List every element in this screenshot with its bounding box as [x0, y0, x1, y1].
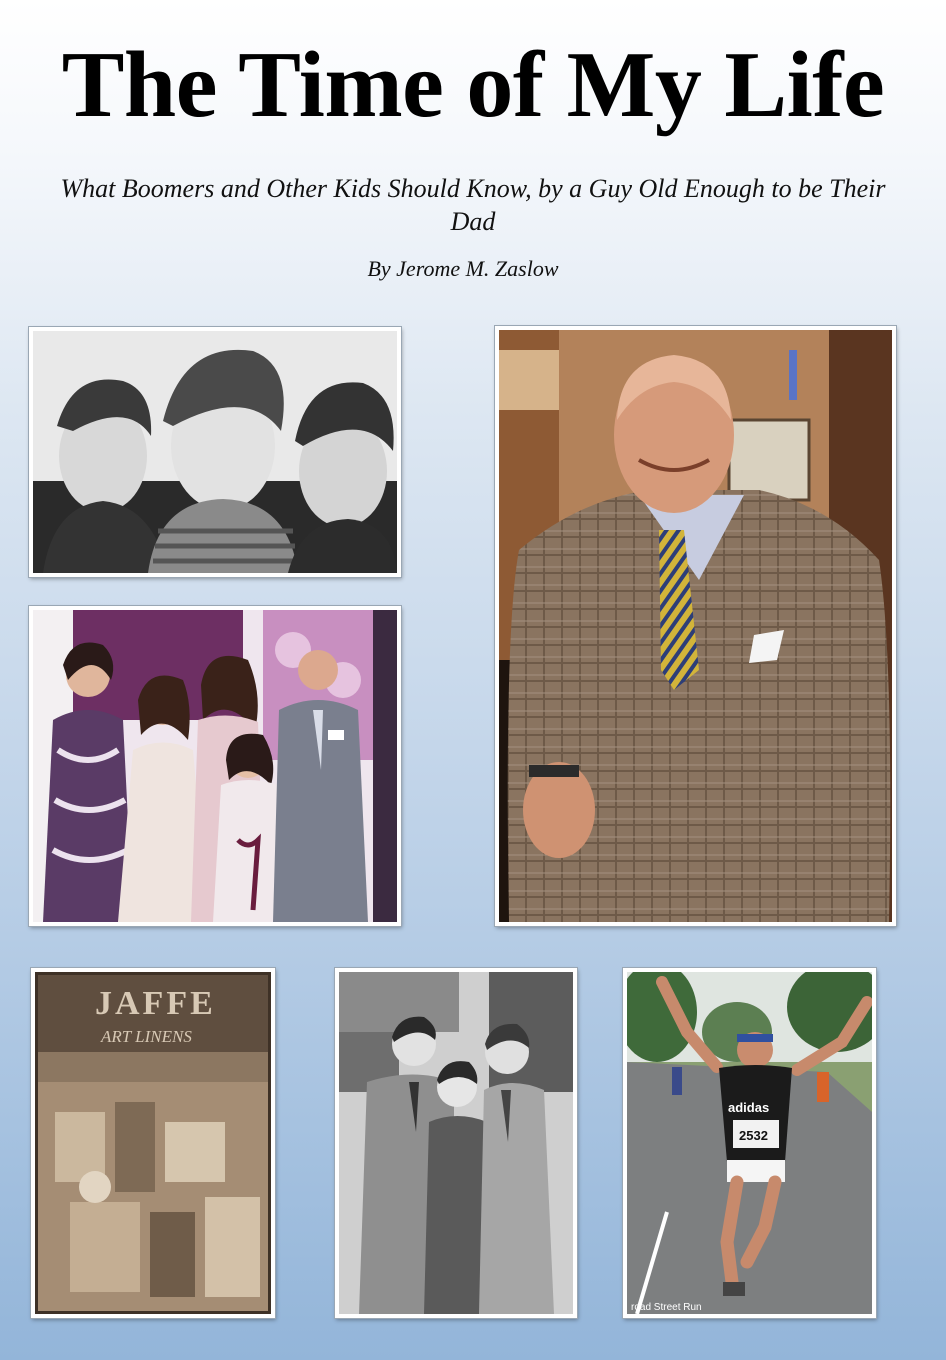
- race-caption: road Street Run: [631, 1302, 702, 1313]
- photo-family-portrait: [29, 606, 401, 926]
- store-window-image: [35, 972, 271, 1314]
- race-shirt-text: adidas: [728, 1100, 770, 1115]
- store-sign-line1: JAFFE: [95, 985, 216, 1022]
- three-young-men-image: [339, 972, 573, 1314]
- race-bib-number: 2532: [739, 1128, 768, 1143]
- book-subtitle: What Boomers and Other Kids Should Know, by a Guy Old Enough to be Their Dad: [60, 174, 886, 236]
- portrait-man-image: [499, 330, 892, 922]
- photo-three-young-men: [335, 968, 577, 1318]
- book-author: By Jerome M. Zaslow: [367, 256, 559, 281]
- photo-marathon-runner: [623, 968, 876, 1318]
- family-portrait-image: [33, 610, 397, 922]
- photo-portrait-man: [495, 326, 896, 926]
- photo-store-window: [31, 968, 275, 1318]
- three-boys-image: [33, 331, 397, 573]
- marathon-runner-image: [627, 972, 872, 1314]
- photo-three-boys: [29, 327, 401, 577]
- store-sign-line2: ART LINENS: [101, 1027, 192, 1046]
- book-title: The Time of My Life: [61, 33, 885, 137]
